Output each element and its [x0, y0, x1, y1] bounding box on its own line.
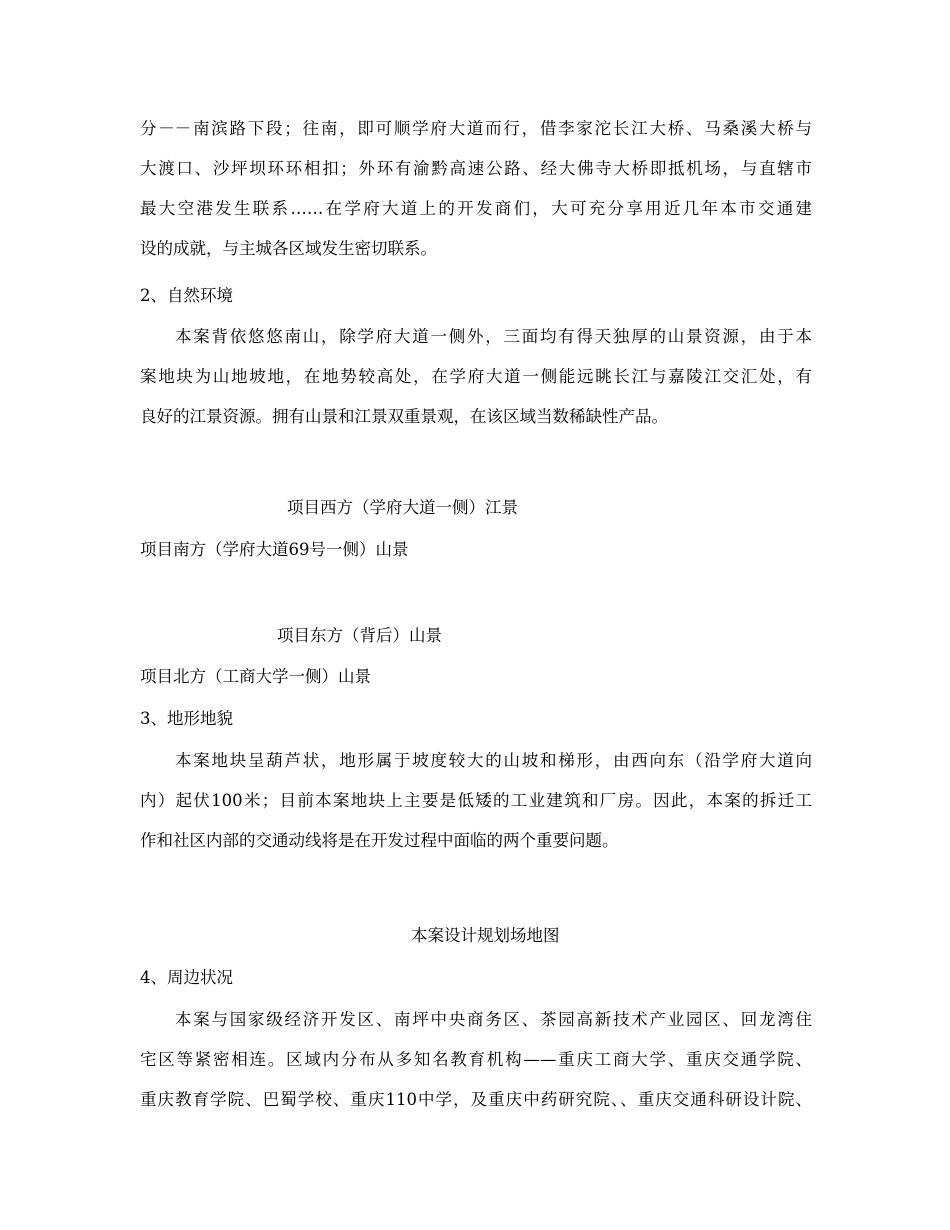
- image-caption-plan: 本案设计规划场地图: [411, 926, 560, 945]
- section-heading: 2、自然环境: [140, 286, 233, 305]
- paragraph-line: 分－－南滨路下段；往南，即可顺学府大道而行，借李家沱长江大桥、马桑溪大桥与: [140, 119, 812, 138]
- paragraph-line: 案地块为山地坡地，在地势较高处，在学府大道一侧能远眺长江与嘉陵江交汇处，有: [140, 367, 812, 386]
- image-caption-south: 项目南方（学府大道69号一侧）山景: [140, 540, 409, 559]
- section-heading: 4、周边状况: [140, 968, 233, 987]
- paragraph-line: 本案地块呈葫芦状，地形属于坡度较大的山坡和梯形，由西向东（沿学府大道向: [175, 751, 812, 770]
- paragraph-line: 大渡口、沙坪坝环环相扣；外环有渝黔高速公路、经大佛寺大桥即抵机场，与直辖市: [140, 159, 812, 178]
- image-caption-east: 项目东方（背后）山景: [277, 626, 442, 645]
- image-caption-north: 项目北方（工商大学一侧）山景: [140, 667, 371, 686]
- section-heading: 3、地形地貌: [140, 709, 233, 728]
- paragraph-line: 良好的江景资源。拥有山景和江景双重景观，在该区域当数稀缺性产品。: [140, 407, 668, 426]
- paragraph-line: 最大空港发生联系……在学府大道上的开发商们，大可充分享用近几年本市交通建: [140, 199, 812, 218]
- paragraph-line: 设的成就，与主城各区域发生密切联系。: [140, 239, 437, 258]
- paragraph-line: 本案背依悠悠南山，除学府大道一侧外，三面均有得天独厚的山景资源，由于本: [175, 327, 812, 346]
- paragraph-line: 宅区等紧密相连。区域内分布从多知名教育机构——重庆工商大学、重庆交通学院、: [140, 1050, 812, 1069]
- paragraph-line: 作和社区内部的交通动线将是在开发过程中面临的两个重要问题。: [140, 831, 619, 850]
- paragraph-line: 内）起伏100米；目前本案地块上主要是低矮的工业建筑和厂房。因此，本案的拆迁工: [140, 791, 812, 810]
- image-caption-west: 项目西方（学府大道一侧）江景: [287, 498, 518, 517]
- paragraph-line: 本案与国家级经济开发区、南坪中央商务区、茶园高新技术产业园区、回龙湾住: [175, 1010, 812, 1029]
- paragraph-line: 重庆教育学院、巴蜀学校、重庆110中学，及重庆中药研究院、、重庆交通科研设计院、: [140, 1090, 812, 1109]
